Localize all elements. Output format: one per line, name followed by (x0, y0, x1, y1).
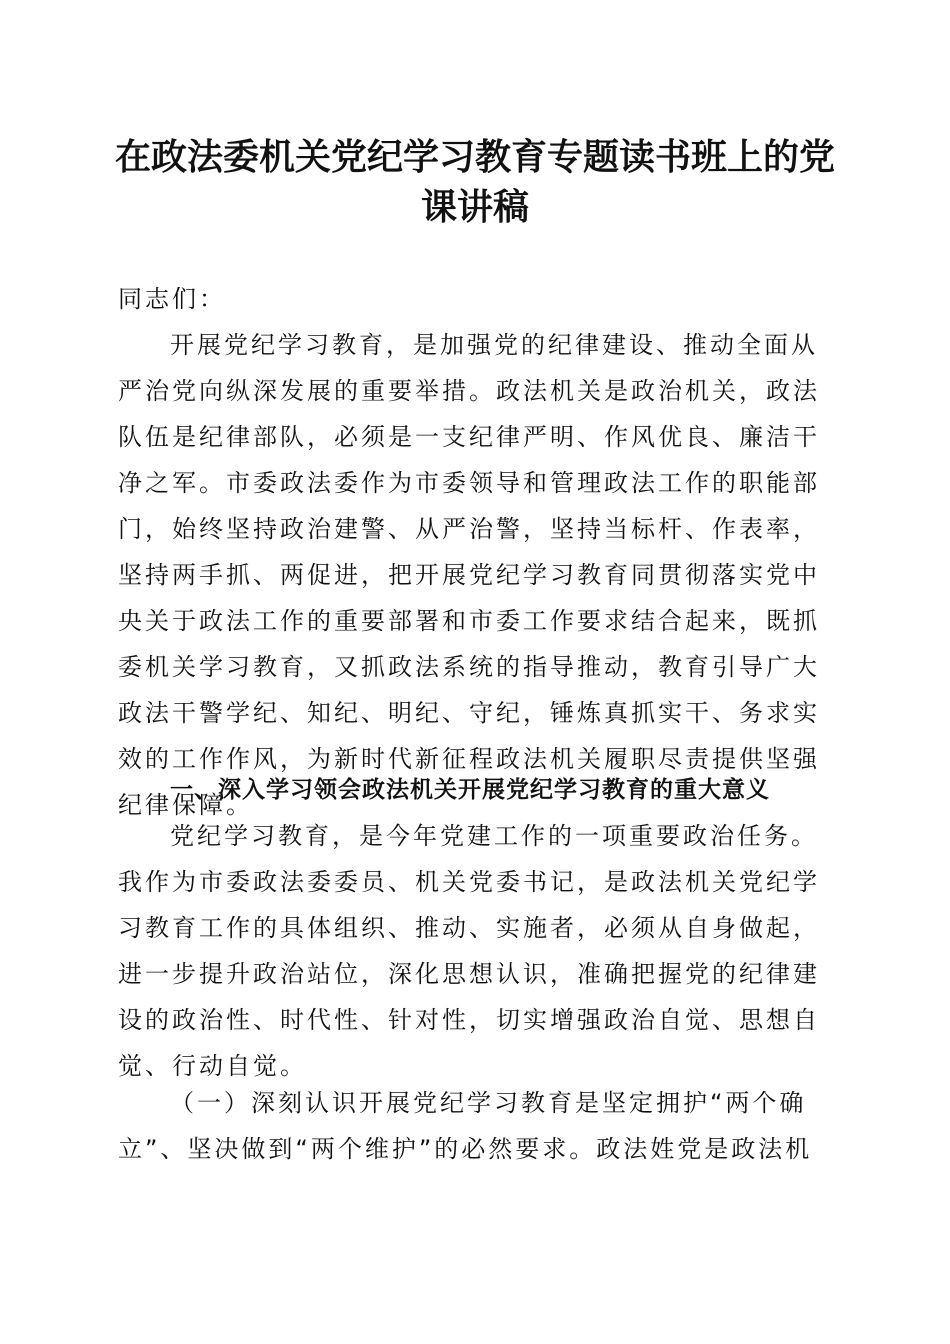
paragraph-1: 开展党纪学习教育，是加强党的纪律建设、推动全面从严治党向纵深发展的重要举措。政法机关是政治机关，政法队伍是纪律部队，必须是一支纪律严明、作风优良、廉洁干净之军。市委政法委作为市委领导和管理政法工作的职能部门，始终坚持政治建警、从严治警，坚持当标杆、作表率，坚持两手抓、两促进，把开展党纪学习教育同贯彻落实党中央关于政法工作的重要部署和市委工作要求结合起来，既抓委机关学习教育，又抓政法系统的指导推动，教育引导广大政法干警学纪、知纪、明纪、守纪，锤炼真抓实干、务求实效的工作作风，为新时代新征程政法机关履职尽责提供坚强纪律保障。 (118, 331, 820, 819)
paragraph-3: （一）深刻认识开展党纪学习教育是坚定拥护“两个确立”、坚决做到“两个维护”的必然要求。政法姓党是政法机 (118, 1089, 813, 1163)
paragraph-2: 党纪学习教育，是今年党建工作的一项重要政治任务。我作为市委政法委委员、机关党委书记，是政法机关党纪学习教育工作的具体组织、推动、实施者，必须从自身做起，进一步提升政治站位，深化思想认识，准确把握党的纪律建设的政治性、时代性、针对性，切实增强政治自觉、思想自觉、行动自觉。 (118, 822, 820, 1080)
section-heading-1: 一、深入学习领会政法机关开展党纪学习教育的重大意义 (170, 777, 770, 803)
document-title: 在政法委机关党纪学习教育专题读书班上的党课讲稿 (114, 136, 835, 228)
salutation: 同志们： (118, 285, 226, 313)
